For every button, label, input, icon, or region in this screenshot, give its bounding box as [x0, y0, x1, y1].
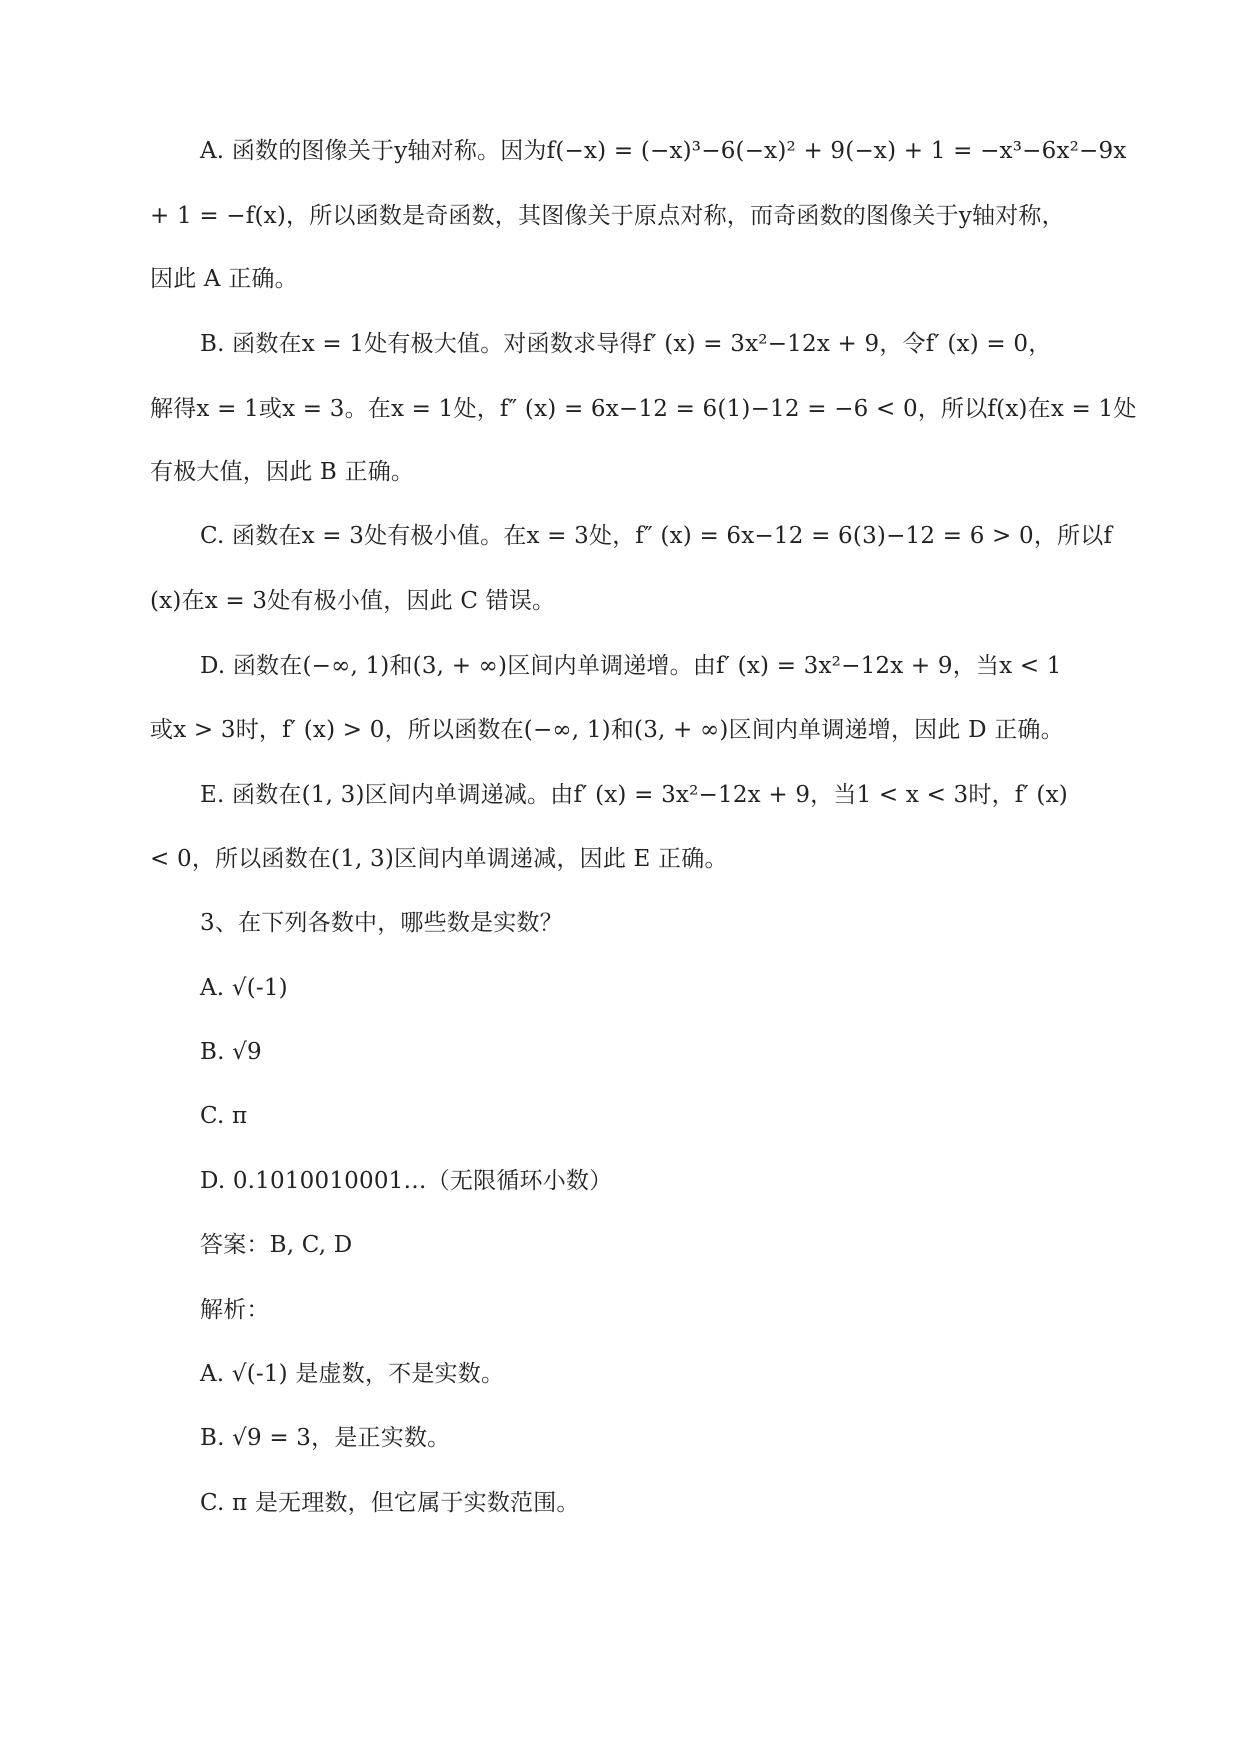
- option-d-analysis-line-2: 或x > 3时，f′ (x) > 0，所以函数在(−∞, 1)和(3, + ∞)区间内单调递增，因此 D 正确。: [150, 717, 1064, 743]
- question-3-option-a: A. √(-1): [200, 975, 288, 1001]
- option-e-analysis-line-1: E. 函数在(1, 3)区间内单调递减。由f′ (x) = 3x²−12x + 9，当1 < x < 3时，f′ (x): [200, 782, 1068, 808]
- option-a-analysis-line-3: 因此 A 正确。: [150, 266, 298, 292]
- option-a-analysis-line-2: + 1 = −f(x)，所以函数是奇函数，其图像关于原点对称，而奇函数的图像关于y轴对称，: [150, 203, 1065, 229]
- analysis-option-b: B. √9 = 3，是正实数。: [200, 1425, 451, 1451]
- option-a-analysis-line-1: A. 函数的图像关于y轴对称。因为f(−x) = (−x)³−6(−x)² + 9(−x) + 1 = −x³−6x²−9x: [200, 138, 1127, 164]
- answer-line: 答案：B, C, D: [200, 1232, 353, 1258]
- option-b-analysis-line-3: 有极大值，因此 B 正确。: [150, 459, 415, 485]
- option-e-analysis-line-2: < 0，所以函数在(1, 3)区间内单调递减，因此 E 正确。: [150, 846, 728, 872]
- option-d-analysis-line-1: D. 函数在(−∞, 1)和(3, + ∞)区间内单调递增。由f′ (x) = 3x²−12x + 9，当x < 1: [200, 653, 1062, 679]
- option-b-analysis-line-1: B. 函数在x = 1处有极大值。对函数求导得f′ (x) = 3x²−12x + 9，令f′ (x) = 0，: [200, 331, 1052, 357]
- question-3-option-d: D. 0.1010010001…（无限循环小数）: [200, 1168, 613, 1194]
- analysis-option-a: A. √(-1) 是虚数，不是实数。: [200, 1361, 505, 1387]
- question-3-title: 3、在下列各数中，哪些数是实数？: [200, 910, 563, 936]
- question-3-option-c: C. π: [200, 1103, 248, 1129]
- analysis-option-c: C. π 是无理数，但它属于实数范围。: [200, 1490, 580, 1516]
- question-3-option-b: B. √9: [200, 1039, 262, 1065]
- analysis-heading: 解析：: [200, 1297, 270, 1323]
- option-c-analysis-line-2: (x)在x = 3处有极小值，因此 C 错误。: [150, 588, 556, 614]
- option-b-analysis-line-2: 解得x = 1或x = 3。在x = 1处，f″ (x) = 6x−12 = 6(1)−12 = −6 < 0，所以f(x)在x = 1处: [150, 396, 1137, 422]
- option-c-analysis-line-1: C. 函数在x = 3处有极小值。在x = 3处，f″ (x) = 6x−12 = 6(3)−12 = 6 > 0，所以f: [200, 523, 1113, 549]
